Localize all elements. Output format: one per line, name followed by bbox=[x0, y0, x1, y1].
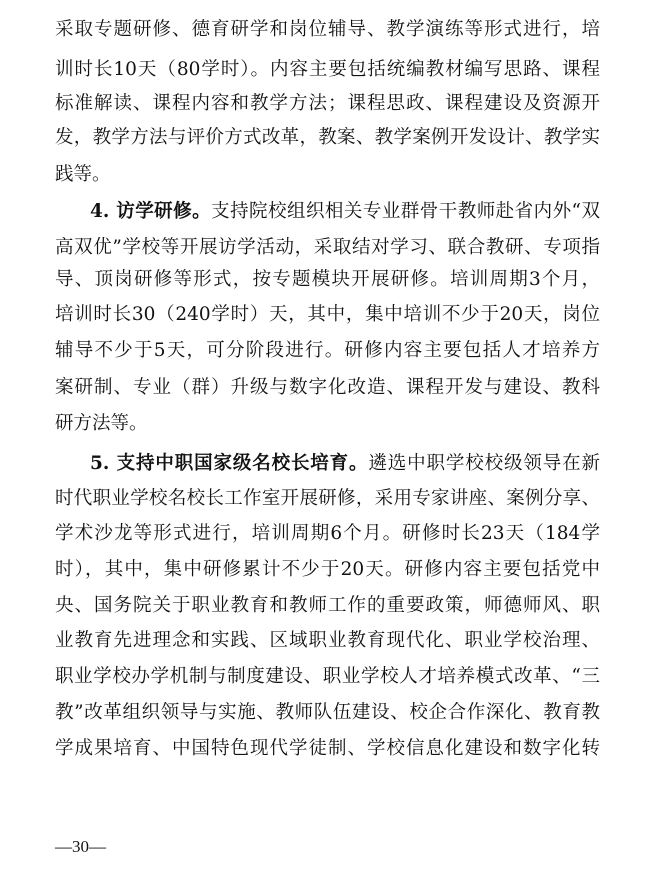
text-span: 遴选中职学校校级领导在新 bbox=[368, 453, 600, 474]
text-line: 标准解读、课程内容和教学方法；课程思政、课程建设及资源开 bbox=[55, 93, 600, 114]
text-line: 学术沙龙等形式进行，培训周期6个月。研修时长23天（184学 bbox=[55, 523, 600, 544]
section-heading: 5. 支持中职国家级名校长培育。 bbox=[90, 453, 369, 474]
text-line: 时），其中，集中研修累计不少于20天。研修内容主要包括党中 bbox=[55, 559, 600, 580]
text-line: 研方法等。 bbox=[55, 413, 148, 434]
section-heading: 4. 访学研修。 bbox=[90, 201, 212, 222]
text-line: 导、顶岗研修等形式，按专题模块开展研修。培训周期3个月， bbox=[55, 269, 600, 290]
text-line: 时代职业学校名校长工作室开展研修，采用专家讲座、案例分享、 bbox=[55, 488, 600, 509]
text-line: 职业学校办学机制与制度建设、职业学校人才培养模式改革、“三 bbox=[55, 666, 600, 687]
page-number: —30— bbox=[55, 837, 106, 856]
text-line: 训时长10天（80学时）。内容主要包括统编教材编写思路、课程 bbox=[55, 59, 600, 80]
text-line bbox=[90, 452, 600, 476]
text-line: 案研制、专业（群）升级与数字化改造、课程开发与建设、教科 bbox=[55, 377, 600, 398]
text-line bbox=[90, 200, 600, 224]
text-span: 支持院校组织相关专业群骨干教师赴省内外“双 bbox=[211, 201, 600, 222]
text-line: 央、国务院关于职业教育和教师工作的重要政策，师德师风、职 bbox=[55, 595, 600, 616]
text-line: 培训时长30（240学时）天，其中，集中培训不少于20天，岗位 bbox=[55, 304, 600, 325]
text-line: 教”改革组织领导与实施、教师队伍建设、校企合作深化、教育教 bbox=[55, 702, 600, 723]
text-line: 发，教学方法与评价方式改革，教案、教学案例开发设计、教学实 bbox=[55, 127, 600, 148]
text-line: 学成果培育、中国特色现代学徒制、学校信息化建设和数字化转 bbox=[55, 738, 600, 759]
text-line: 践等。 bbox=[55, 164, 111, 185]
text-line: 高双优”学校等开展访学活动，采取结对学习、联合教研、专项指 bbox=[55, 237, 600, 258]
text-line: 辅导不少于5天，可分阶段进行。研修内容主要包括人才培养方 bbox=[55, 340, 600, 361]
text-line: 业教育先进理念和实践、区域职业教育现代化、职业学校治理、 bbox=[55, 630, 600, 651]
text-line: 采取专题研修、德育研学和岗位辅导、教学演练等形式进行，培 bbox=[55, 19, 600, 40]
